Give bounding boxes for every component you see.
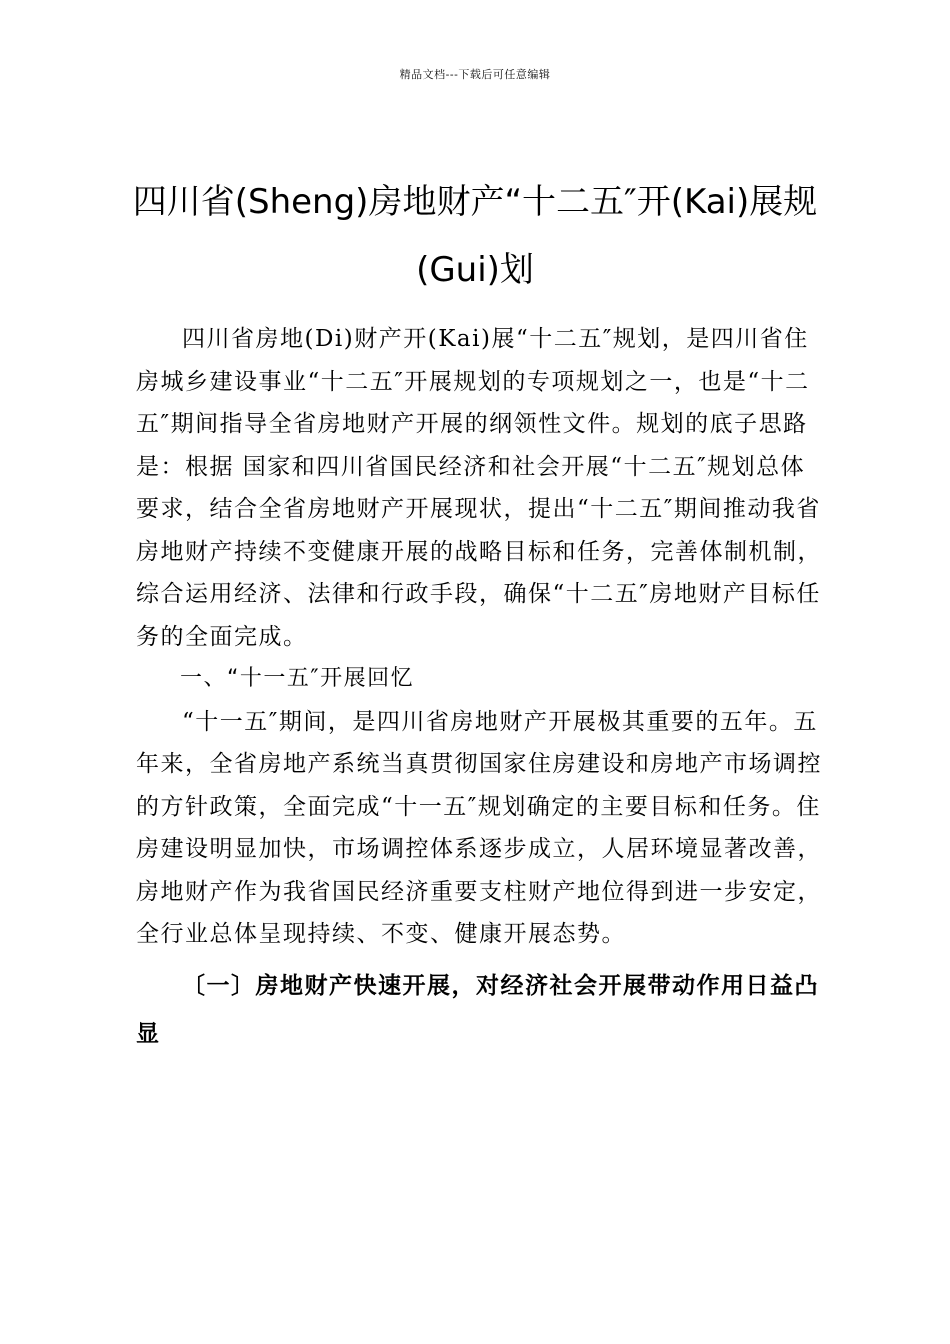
document-body [136,318,826,1058]
subsection-heading: 〔一〕房地财产快速开展，对经济社会开展带动作用日益凸显 [136,971,819,1047]
document-title: 四川省(Sheng)房地财产“十二五″开(Kai)展规(Gui)划 [132,182,818,290]
section-heading: 一、“十一五″开展回忆 [180,666,415,691]
section-paragraph: “十一五″期间，是四川省房地财产开展极其重要的五年。五年来，全省房地产系统当真贯彻国家住房建设和房地产市场调控的方针政策，全面完成“十一五″规划确定的主要目标和任务。住房建设明显加快，市场调控体系逐步成立，人居环境显著改善，房地财产作为我省国民经济重要支柱财产地位得到进一步安定，全行业总体呈现持续、不变、健康开展态势。 [136,708,822,947]
page-header: 精品文档---下载后可任意编辑 [399,68,551,81]
intro-paragraph: 四川省房地(Di)财产开(Kai)展“十二五″规划，是四川省住房城乡建设事业“十二五″开展规划的专项规划之一，也是“十二五″期间指导全省房地财产开展的纲领性文件。规划的底子思路是：根据 国家和四川省国民经济和社会开展“十二五″规划总体要求，结合全省房地财产开展现状，提出“十二五″期间推动我省房地财产持续不变健康开展的战略目标和任务，完善体制机制，综合运用经济、法律和行政手段，确保“十二五″房地财产目标任务的全面完成。 [136,326,822,650]
